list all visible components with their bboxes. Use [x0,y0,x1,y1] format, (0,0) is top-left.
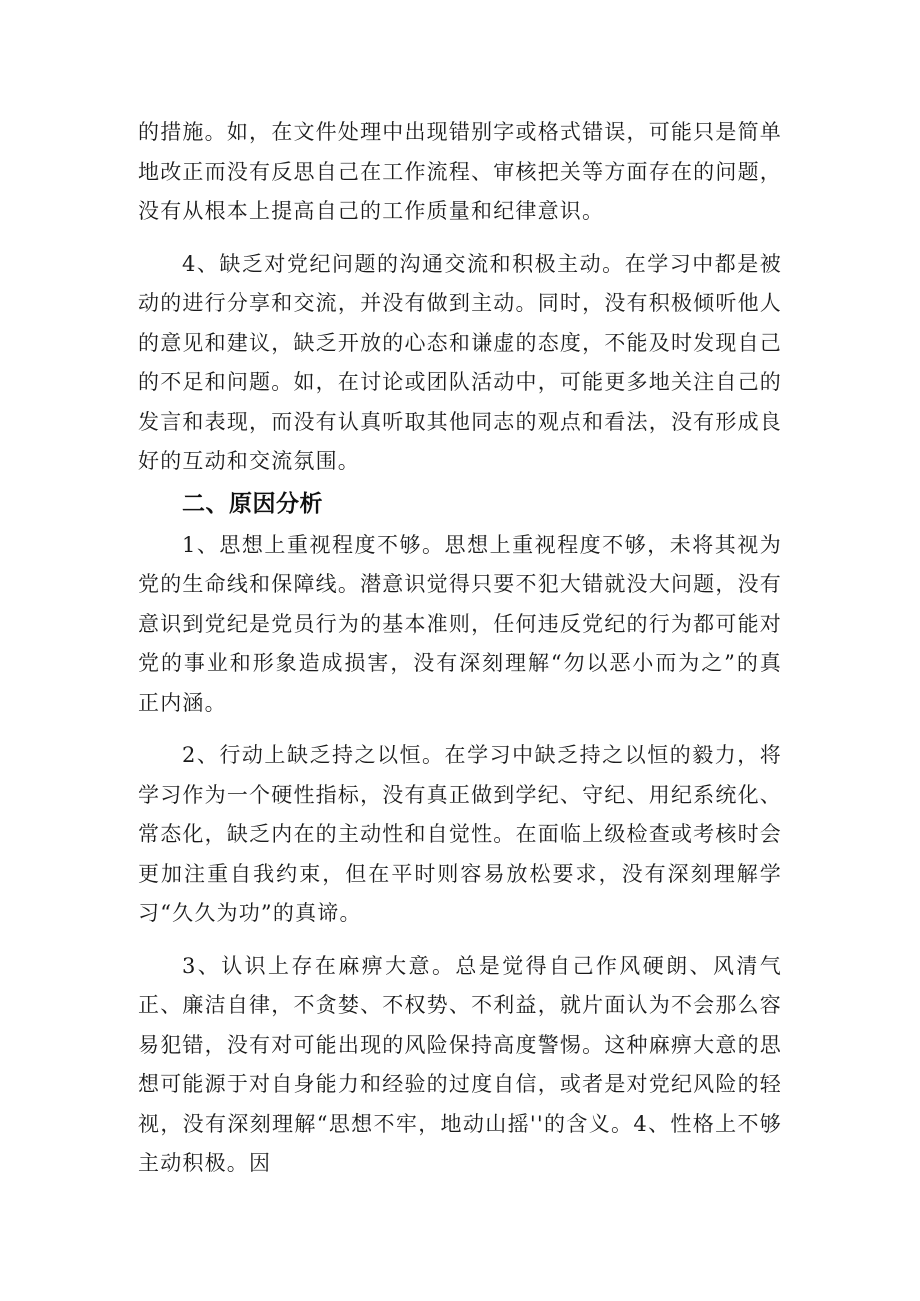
paragraph-cause-1: 1、思想上重视程度不够。思想上重视程度不够，未将其视为党的生命线和保障线。潜意识觉得只要不犯大错就没大问题，没有意识到党纪是党员行为的基本准则，任何违反党纪的行为都可能对党的事业和形象造成损害，没有深刻理解“勿以恶小而为之”的真正内涵。 [138,532,782,715]
document-body [138,113,782,1184]
section-heading: 二、原因分析 [182,490,323,517]
paragraph-cause-3: 3、认识上存在麻痹大意。总是觉得自己作风硬朗、风清气正、廉洁自律，不贪婪、不权势、不利益，就片面认为不会那么容易犯错，没有对可能出现的风险保持高度警惕。这种麻痹大意的思想可能源于对自身能力和经验的过度自信，或者是对党纪风险的轻视，没有深刻理解“思想不牢，地动山摇''的含义。4、性格上不够主动积极。因 [138,953,782,1175]
paragraph-cause-2: 2、行动上缺乏持之以恒。在学习中缺乏持之以恒的毅力，将学习作为一个硬性指标，没有真正做到学纪、守纪、用纪系统化、常态化，缺乏内在的主动性和自觉性。在面临上级检查或考核时会更加注重自我约束，但在平时则容易放松要求，没有深刻理解学习“久久为功”的真谛。 [138,743,782,925]
paragraph-continuation: 的措施。如，在文件处理中出现错别字或格式错误，可能只是简单地改正而没有反思自己在工作流程、审核把关等方面存在的问题，没有从根本上提高自己的工作质量和纪律意识。 [138,120,782,223]
paragraph-item-4: 4、缺乏对党纪问题的沟通交流和积极主动。在学习中都是被动的进行分享和交流，并没有做到主动。同时，没有积极倾听他人的意见和建议，缺乏开放的心态和谦虚的态度，不能及时发现自己的不足和问题。如，在讨论或团队活动中，可能更多地关注自己的发言和表现，而没有认真听取其他同志的观点和看法，没有形成良好的互动和交流氛围。 [138,251,782,473]
